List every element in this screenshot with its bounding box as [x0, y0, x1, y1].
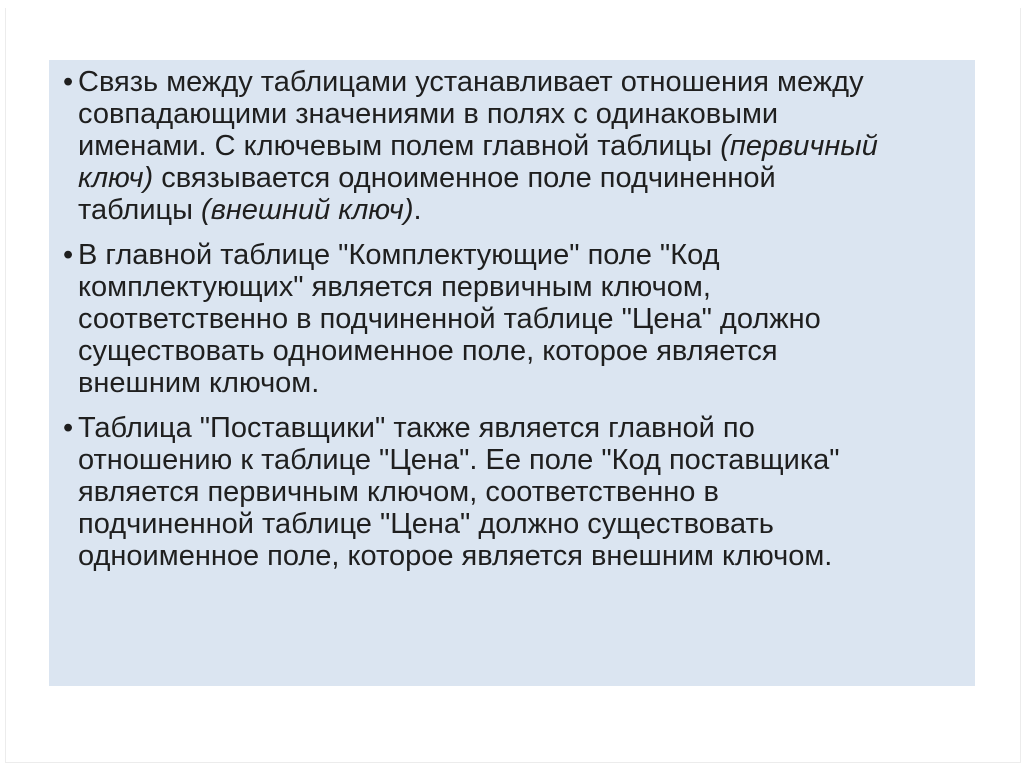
text-line: именами. С ключевым полем главной таблицы (первичный [78, 130, 878, 162]
bullet-list [49, 60, 975, 572]
slide-frame-line-bottom [5, 762, 1021, 763]
bullet-item [63, 412, 965, 572]
text-line: отношению к таблице "Цена". Ее поле "Код поставщика" [78, 444, 840, 476]
bullet-marker: • [63, 412, 74, 444]
bullet-marker: • [63, 239, 74, 271]
bullet-marker: • [63, 66, 74, 98]
slide-frame-line-right [1020, 8, 1021, 763]
text-line: В главной таблице "Комплектующие" поле "Код [78, 239, 720, 271]
text-line: Связь между таблицами устанавливает отношения между [78, 66, 864, 98]
text-line: комплектующих" является первичным ключом, [78, 271, 711, 303]
text-line: соответственно в подчиненной таблице "Цена" должно [78, 303, 821, 335]
slide-frame-line-left [5, 8, 6, 763]
text-line: Таблица "Поставщики" также является главной по [78, 412, 755, 444]
bullet-item [63, 66, 965, 226]
text-line: существовать одноименное поле, которое является [78, 335, 778, 367]
text-line: совпадающими значениями в полях с одинаковыми [78, 98, 779, 130]
text-line: является первичным ключом, соответственно в [78, 476, 719, 508]
content-box [49, 60, 975, 686]
text-line: ключ) связывается одноименное поле подчиненной [78, 162, 776, 194]
text-line: таблицы (внешний ключ). [78, 194, 422, 226]
text-line: внешним ключом. [78, 367, 320, 399]
text-line: одноименное поле, которое является внешним ключом. [78, 540, 833, 572]
text-line: подчиненной таблице "Цена" должно существовать [78, 508, 774, 540]
bullet-item [63, 239, 965, 399]
